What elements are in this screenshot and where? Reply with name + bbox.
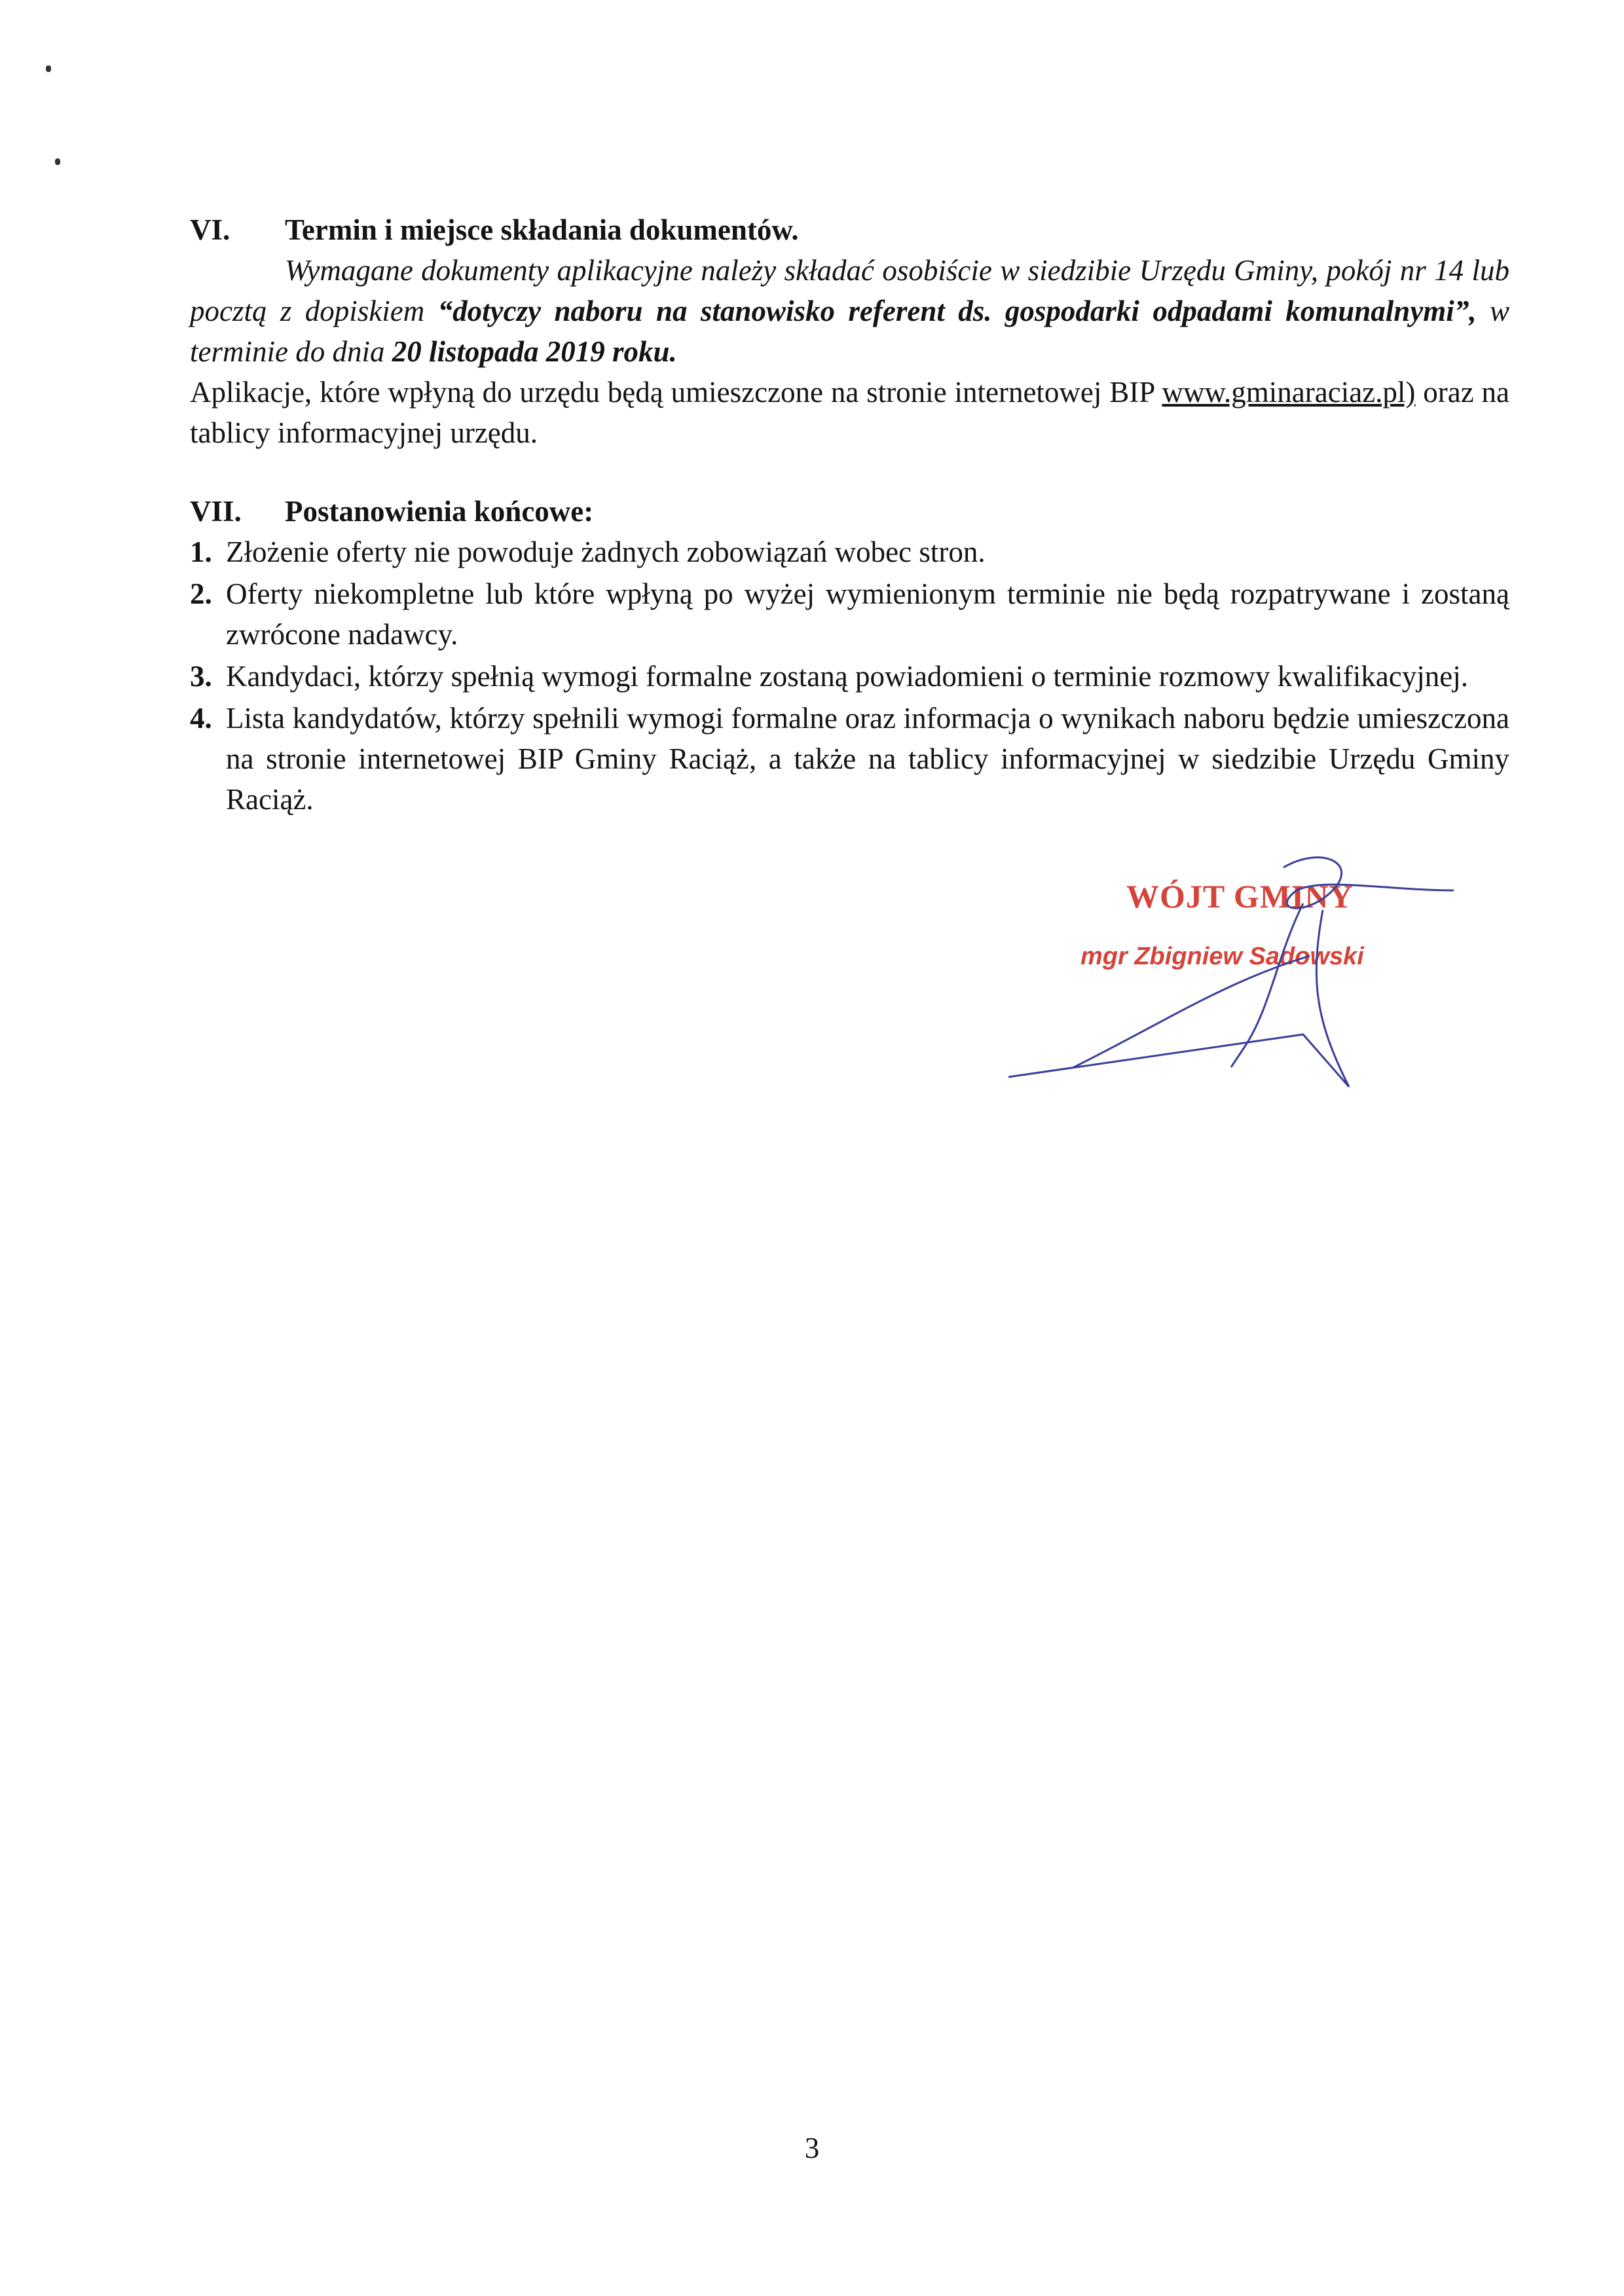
document-body — [190, 210, 1509, 821]
list-item — [190, 698, 1509, 820]
section-title: Postanowienia końcowe: — [285, 495, 594, 528]
scan-mark — [55, 158, 60, 165]
submission-paragraph — [190, 250, 1509, 372]
section-title: Termin i miejsce składania dokumentów. — [285, 213, 799, 246]
list-item-number: 4. — [190, 702, 212, 735]
bip-link[interactable]: www.gminaraciaz.pl) — [1162, 376, 1416, 409]
scan-mark — [46, 65, 51, 72]
section-number: VI. — [190, 213, 231, 246]
list-item-number: 3. — [190, 660, 212, 693]
handwritten-signature — [995, 851, 1467, 1113]
submission-intro: Wymagane dokumenty aplikacyjne należy składać osobiście w siedzibie Urzędu Gminy, pokój nr 14 lub pocztą z dopiskiem — [190, 254, 1509, 327]
page-number: 3 — [804, 2132, 820, 2164]
list-item-number: 1. — [190, 536, 212, 568]
section-number: VII. — [190, 495, 242, 528]
submission-deadline-text: w terminie do dnia — [190, 295, 1509, 368]
list-item-text: Lista kandydatów, którzy spełnili wymogi formalne oraz informacja o wynikach naboru będzie umieszczona na stronie internetowej BIP Gminy Raciąż, a także na tablicy informacyjnej w siedzibie Urzędu Gminy Raciąż. — [226, 702, 1509, 816]
list-item — [190, 656, 1509, 697]
list-item-text: Kandydaci, którzy spełnią wymogi formalne zostaną powiadomieni o terminie rozmowy kwalifikacyjnej. — [226, 660, 1468, 693]
submission-deadline-date: 20 listopada 2019 roku. — [392, 335, 677, 368]
final-provisions-list — [190, 532, 1509, 820]
list-item — [190, 574, 1509, 655]
list-item-text: Złożenie oferty nie powoduje żadnych zobowiązań wobec stron. — [226, 536, 986, 568]
section-heading-vi — [190, 210, 1509, 250]
list-item-number: 2. — [190, 577, 212, 610]
stamp-name: mgr Zbigniew Sadowski — [1080, 943, 1364, 970]
list-item-text: Oferty niekompletne lub które wpłyną po wyżej wymienionym terminie nie będą rozpatrywane i zostaną zwrócone nadawcy. — [226, 577, 1509, 651]
stamp-title: WÓJT GMINY — [1126, 878, 1354, 915]
submission-quote: “dotyczy naboru na stanowisko referent ds. gospodarki odpadami komunalnymi”, — [437, 295, 1477, 327]
section-heading-vii — [190, 491, 1509, 532]
publication-tail: oraz na tablicy informacyjnej urzędu. — [190, 376, 1509, 449]
publication-paragraph — [190, 372, 1509, 453]
publication-text: Aplikacje, które wpłyną do urzędu będą umieszczone na stronie internetowej BIP — [190, 376, 1162, 409]
list-item — [190, 532, 1509, 572]
spacer — [190, 453, 1509, 491]
